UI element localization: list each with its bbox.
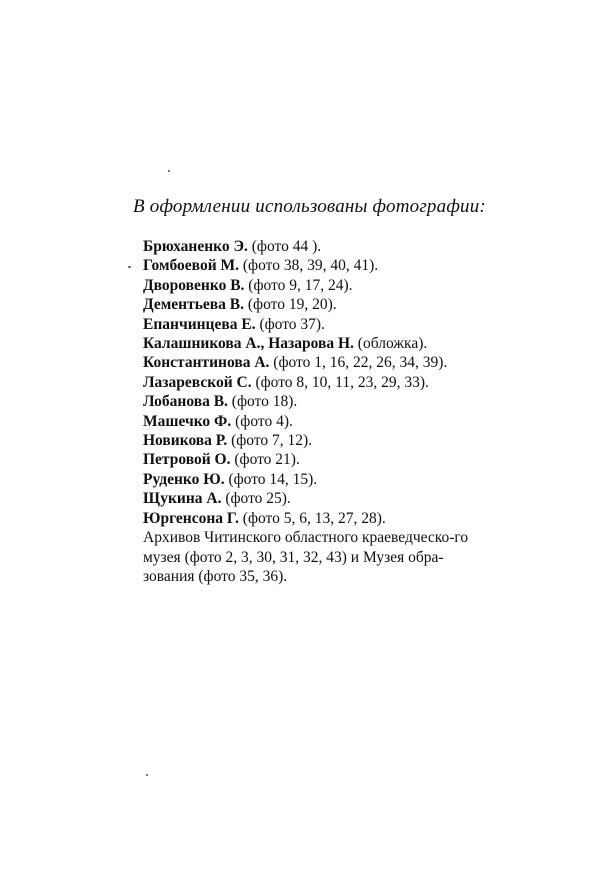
credit-line — [143, 373, 488, 392]
credit-line — [143, 353, 488, 372]
credit-note: (фото 25). — [225, 490, 291, 508]
credit-note: (фото 38, 39, 40, 41). — [242, 257, 379, 275]
credit-note: (фото 7, 12). — [231, 432, 313, 450]
credit-line — [143, 237, 488, 256]
scan-speck — [128, 266, 131, 268]
credit-note: (фото 1, 16, 22, 26, 34, 39). — [273, 354, 448, 372]
credit-note: (обложка). — [357, 335, 428, 353]
credit-line — [143, 315, 488, 334]
credit-line — [143, 295, 488, 314]
credit-name: Дворовенко В. — [143, 276, 245, 294]
credit-line — [143, 489, 488, 508]
credit-note: (фото 44 ). — [251, 238, 322, 255]
credit-note: (фото 18). — [231, 393, 298, 411]
credit-note: (фото 21). — [234, 451, 300, 469]
credit-line — [143, 470, 488, 489]
credit-note: (фото 19, 20). — [247, 296, 337, 314]
credit-line — [143, 392, 488, 411]
credit-name: Дементьева В. — [143, 296, 244, 314]
credit-line — [143, 509, 488, 528]
credit-name: Константинова А. — [143, 354, 270, 372]
credit-line — [143, 450, 488, 469]
credit-name: Щукина А. — [143, 490, 222, 508]
credit-name: Епанчинцева Е. — [143, 315, 256, 333]
credit-name: Калашникова А., Назарова Н. — [143, 335, 354, 353]
credit-line — [143, 334, 488, 353]
credit-note: (фото 9, 17, 24). — [248, 276, 353, 294]
credit-note: (фото 14, 15). — [228, 470, 318, 488]
credit-name: Гомбоевой М. — [143, 257, 240, 275]
scan-speck — [146, 774, 148, 776]
credit-name: Петровой О. — [143, 451, 231, 469]
credit-line — [143, 256, 488, 275]
credit-note: (фото 4). — [235, 412, 293, 430]
credit-line — [143, 276, 488, 295]
credit-line — [143, 412, 488, 431]
credit-name: Новикова Р. — [143, 432, 228, 450]
credit-line — [143, 431, 488, 450]
credit-name: Лазаревской С. — [143, 373, 252, 391]
credits-list — [143, 237, 488, 586]
credit-name: Юргенсона Г. — [143, 509, 239, 527]
credit-note: (фото 37). — [259, 315, 325, 333]
credit-name: Руденко Ю. — [143, 470, 225, 488]
credit-name: Лобанова В. — [143, 393, 228, 411]
archives-note: Архивов Читинского областного краеведческо-го музея (фото 2, 3, 30, 31, 32, 43) и Музея обра-зования (фото 35, 36). — [143, 529, 469, 585]
credit-note: (фото 5, 6, 13, 27, 28). — [242, 509, 386, 527]
heading: В оформлении использованы фотографии: — [133, 196, 486, 217]
credit-name: Машечко Ф. — [143, 412, 232, 430]
scan-speck — [168, 170, 170, 172]
credit-note: (фото 8, 10, 11, 23, 29, 33). — [255, 373, 429, 391]
credit-name: Брюханенко Э. — [143, 238, 248, 255]
